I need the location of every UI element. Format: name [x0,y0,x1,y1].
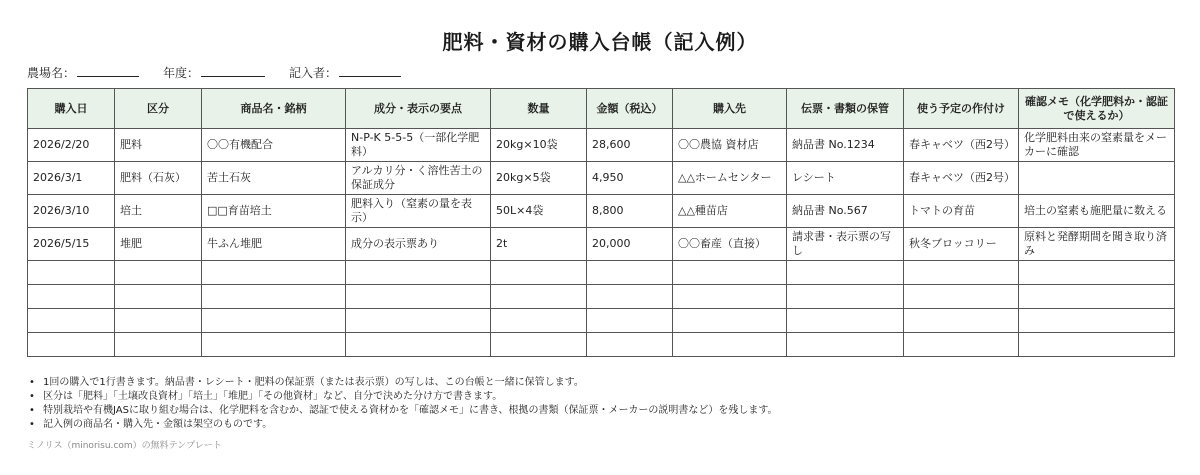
col-check-memo: 確認メモ（化学肥料か・認証で使えるか） [1019,89,1175,129]
note-item: • 区分は「肥料」「土壌改良資材」「培土」「堆肥」「その他資材」など、自分で決めた分け方で書きます。 [27,390,778,404]
empty-cell [904,309,1019,333]
empty-cell [787,261,904,285]
cell-amount: 28,600 [587,129,673,162]
empty-cell [115,261,202,285]
cell-date: 2026/3/1 [28,162,115,195]
cell-supplier: 〇〇農協 資材店 [673,129,787,162]
cell-ingredients: N-P-K 5-5-5（一部化学肥料） [346,129,491,162]
cell-documents: 請求書・表示票の写し [787,228,904,261]
empty-cell [346,285,491,309]
farm-name-label: 農場名： [27,66,76,80]
cell-memo: 原料と発酵期間を聞き取り済み [1019,228,1175,261]
cell-ingredients: アルカリ分・く溶性苦土の保証成分 [346,162,491,195]
year-field [163,64,265,81]
col-category: 区分 [115,89,202,129]
empty-cell [28,333,115,357]
cell-documents: 納品書 No.1234 [787,129,904,162]
col-supplier: 購入先 [673,89,787,129]
empty-row [28,309,1175,333]
empty-row [28,261,1175,285]
cell-category: 培土 [115,195,202,228]
note-item: • 特別栽培や有機JASに取り組む場合は、化学肥料を含むか、認証で使える資材かを「確認メモ」に書き、根拠の書類（保証票・メーカーの説明書など）を残します。 [27,404,778,418]
table-row [28,195,1175,228]
note-item: • 1回の購入で1行書きます。納品書・レシート・肥料の保証票（または表示票）の写しは、この台帳と一緒に保管します。 [27,376,778,390]
cell-date: 2026/2/20 [28,129,115,162]
empty-cell [115,285,202,309]
empty-cell [904,285,1019,309]
header-row [28,89,1175,129]
cell-memo: 培土の窒素も施肥量に数える [1019,195,1175,228]
empty-cell [491,309,587,333]
empty-cell [202,309,346,333]
empty-cell [115,333,202,357]
table-row [28,162,1175,195]
empty-cell [202,333,346,357]
cell-documents: 納品書 No.567 [787,195,904,228]
purchase-ledger-table [27,88,1175,357]
empty-cell [346,309,491,333]
cell-product: 牛ふん堆肥 [202,228,346,261]
empty-cell [491,261,587,285]
cell-memo: 化学肥料由来の窒素量をメーカーに確認 [1019,129,1175,162]
col-quantity: 数量 [491,89,587,129]
empty-cell [587,309,673,333]
col-amount: 金額（税込） [587,89,673,129]
col-planned-crop: 使う予定の作付け [904,89,1019,129]
col-documents: 伝票・書類の保管 [787,89,904,129]
col-ingredients: 成分・表示の要点 [346,89,491,129]
cell-amount: 4,950 [587,162,673,195]
cell-crop: 秋冬ブロッコリー [904,228,1019,261]
empty-row [28,285,1175,309]
cell-amount: 8,800 [587,195,673,228]
empty-cell [673,333,787,357]
empty-cell [491,333,587,357]
table-row [28,228,1175,261]
empty-cell [28,309,115,333]
empty-cell [346,333,491,357]
writer-label: 記入者： [289,66,338,80]
year-blank [201,64,265,77]
empty-cell [904,261,1019,285]
empty-cell [1019,333,1175,357]
empty-cell [1019,309,1175,333]
empty-cell [1019,261,1175,285]
empty-cell [673,285,787,309]
empty-cell [904,333,1019,357]
year-label: 年度： [163,66,200,80]
empty-cell [673,261,787,285]
cell-quantity: 20kg×10袋 [491,129,587,162]
empty-cell [115,309,202,333]
cell-category: 肥料（石灰） [115,162,202,195]
empty-cell [787,285,904,309]
empty-cell [787,333,904,357]
farm-name-field [27,64,139,81]
cell-supplier: 〇〇畜産（直接） [673,228,787,261]
empty-cell [28,285,115,309]
cell-memo [1019,162,1175,195]
cell-quantity: 20kg×5袋 [491,162,587,195]
empty-cell [202,285,346,309]
empty-cell [787,309,904,333]
cell-quantity: 2t [491,228,587,261]
cell-crop: トマトの育苗 [904,195,1019,228]
cell-category: 堆肥 [115,228,202,261]
cell-quantity: 50L×4袋 [491,195,587,228]
cell-date: 2026/3/10 [28,195,115,228]
empty-cell [202,261,346,285]
empty-cell [346,261,491,285]
empty-cell [491,285,587,309]
cell-amount: 20,000 [587,228,673,261]
cell-supplier: △△種苗店 [673,195,787,228]
cell-ingredients: 肥料入り（窒素の量を表示） [346,195,491,228]
notes-list [27,376,778,432]
empty-cell [587,285,673,309]
table-row [28,129,1175,162]
empty-cell [673,309,787,333]
footer-credit: ミノリス（minorisu.com）の無料テンプレート [27,441,222,451]
cell-product: 〇〇有機配合 [202,129,346,162]
col-purchase-date: 購入日 [28,89,115,129]
empty-cell [28,261,115,285]
empty-cell [587,261,673,285]
cell-product: 苦土石灰 [202,162,346,195]
writer-blank [339,64,401,77]
cell-supplier: △△ホームセンター [673,162,787,195]
page-title: 肥料・資材の購入台帳（記入例） [442,30,758,54]
cell-product: □□育苗培土 [202,195,346,228]
cell-crop: 春キャベツ（西2号） [904,129,1019,162]
header-fields [27,64,401,81]
cell-crop: 春キャベツ（西2号） [904,162,1019,195]
empty-cell [1019,285,1175,309]
empty-cell [587,333,673,357]
writer-field [289,64,401,81]
col-product-name: 商品名・銘柄 [202,89,346,129]
note-item: • 記入例の商品名・購入先・金額は架空のものです。 [27,418,778,432]
cell-category: 肥料 [115,129,202,162]
farm-name-blank [77,64,139,77]
cell-date: 2026/5/15 [28,228,115,261]
empty-row [28,333,1175,357]
cell-documents: レシート [787,162,904,195]
cell-ingredients: 成分の表示票あり [346,228,491,261]
